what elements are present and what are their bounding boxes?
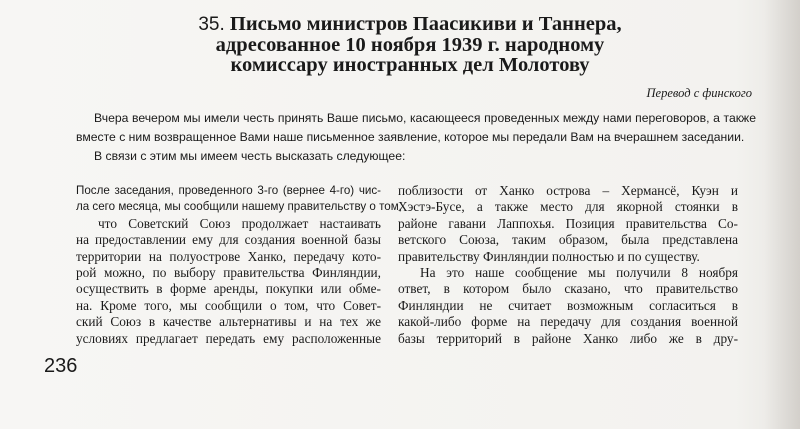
document-title xyxy=(120,14,700,75)
document-number: 35. xyxy=(198,14,225,35)
text-line: районе гавани Лаппохья. Позиция правительства Со- xyxy=(398,215,738,231)
text-line: Финляндии не считает возможным согласиться в xyxy=(398,297,738,313)
translation-note: Перевод с финского xyxy=(646,86,752,100)
text-line: какой-либо форме на передачу для создания военной xyxy=(398,314,738,330)
text-line: рой можно, по выбору правительства Финляндии, xyxy=(76,265,381,281)
left-column xyxy=(76,183,402,347)
text-line: поблизости от Ханко острова – Хермансё, Куэн и xyxy=(398,183,738,198)
text-line: ла сего месяца, мы сообщили нашему правительству о том, xyxy=(76,200,402,214)
text-line: правительству Финляндии полностью и по существу. xyxy=(398,248,700,264)
text-line: на. Кроме того, мы сообщили о том, что Совет- xyxy=(76,297,381,313)
text-line: На это наше сообщение мы получили 8 ноября xyxy=(420,265,738,281)
text-line: После заседания, проведенного 3-го (вернее 4-го) чис- xyxy=(76,184,381,197)
text-line: ветского Союза, таким образом, была представлена xyxy=(398,232,738,248)
intro-paragraph: В связи с этим мы имеем честь высказать следующее: xyxy=(94,149,406,163)
page-number: 236 xyxy=(44,355,78,377)
text-line: Хэстэ-Бусе, а также место для якорной стоянки в xyxy=(398,199,738,215)
text-line: что Советский Союз продолжает настаивать xyxy=(98,215,381,231)
text-line: ский Союз в качестве альтернативы и на тех же xyxy=(76,314,381,330)
text-line: на предоставлении ему для создания военной базы xyxy=(76,232,381,248)
title-line-1: 35. Письмо министров Паасикиви и Таннера, xyxy=(198,13,622,35)
text-line: условиях предлагает передать ему расположенные xyxy=(76,330,381,346)
intro-text xyxy=(76,109,756,166)
page-edge-shadow xyxy=(764,0,800,429)
title-line-3: комиссару иностранных дел Молотову xyxy=(230,54,590,76)
text-line: осуществить в форме аренды, покупки или обме- xyxy=(76,281,381,297)
text-line: ответ, в котором было сказано, что правительство xyxy=(398,281,738,297)
text-line: территории на полуострове Ханко, передачу кото- xyxy=(76,248,381,264)
title-line-2: адресованное 10 ноября 1939 г. народному xyxy=(215,34,605,56)
right-column xyxy=(398,183,738,347)
intro-paragraph: Вчера вечером мы имели честь принять Ваше письмо, касающееся проведенных между нами переговоров, а также вместе с ним возвращенное Вами наше письменное заявление, которое мы передали Вам на вчерашнем заседании. xyxy=(76,111,756,144)
text-line: базы территорий в районе Ханко либо же в дру- xyxy=(398,330,738,346)
